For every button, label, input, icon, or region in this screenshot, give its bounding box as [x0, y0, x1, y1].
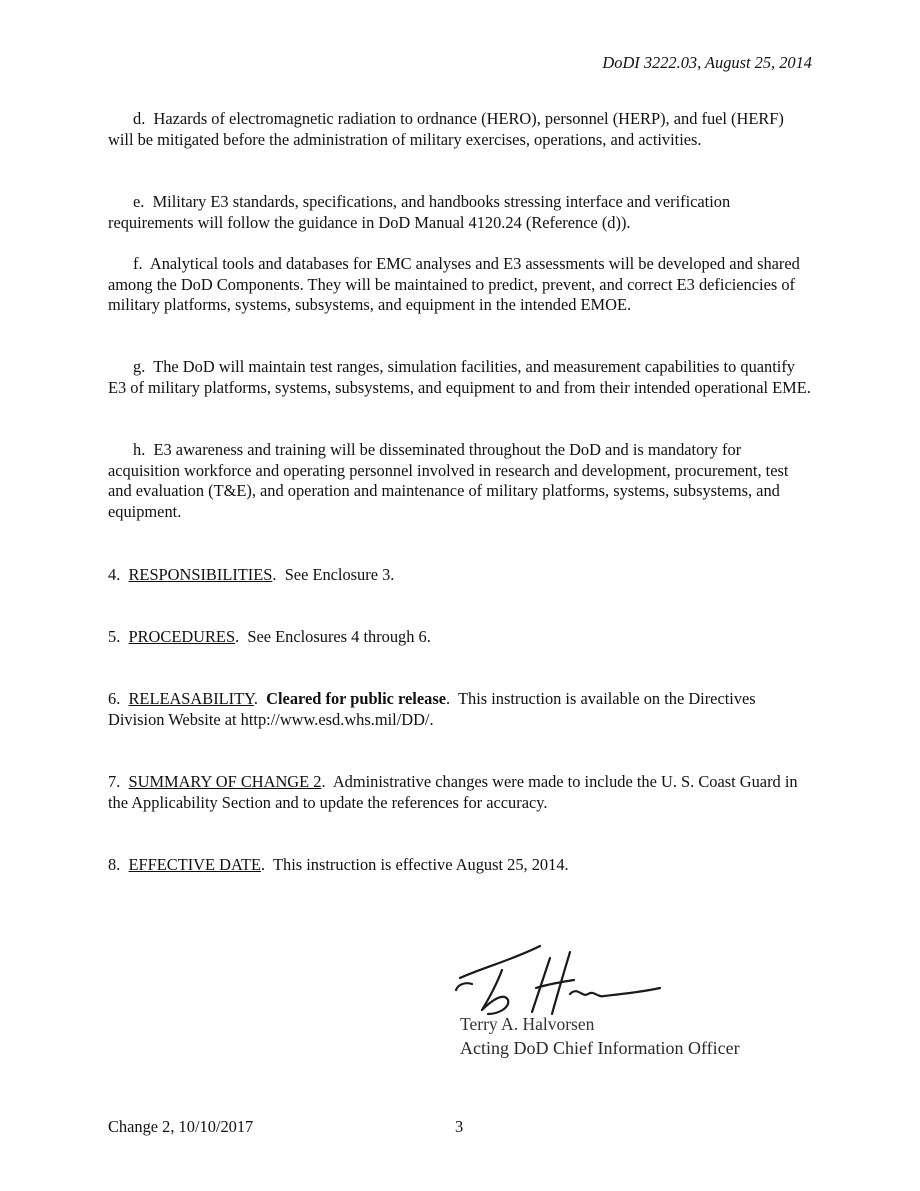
- section-heading-summary-of-change: SUMMARY OF CHANGE 2: [128, 772, 322, 791]
- section-bold-text: Cleared for public release: [266, 689, 446, 708]
- paragraph-label: d.: [133, 109, 146, 128]
- header-doc-id: DoDI 3222.03, August 25, 2014: [602, 53, 812, 72]
- paragraph-label: f.: [133, 254, 143, 273]
- paragraph-text: The DoD will maintain test ranges, simulation facilities, and measurement capabilities to quantify E3 of military platforms, systems, subsystems, and equipment to and from their intended operational EME.: [108, 357, 811, 397]
- paragraph-g: [108, 357, 813, 398]
- section-number: 7.: [108, 772, 121, 791]
- section-number: 5.: [108, 627, 121, 646]
- paragraph-label: e.: [133, 192, 145, 211]
- section-heading-releasability: RELEASABILITY: [128, 689, 254, 708]
- section-4: 4. RESPONSIBILITIES. See Enclosure 3.: [108, 565, 395, 584]
- paragraph-f: [108, 254, 813, 316]
- section-number: 4.: [108, 565, 121, 584]
- paragraph-h: [108, 440, 813, 522]
- section-6: 6. RELEASABILITY. Cleared for public release. This instruction is available on the Directives Division Website at http://www.esd.whs.mil/DD/.: [108, 689, 756, 729]
- section-heading-procedures: PROCEDURES: [128, 627, 236, 646]
- section-number: 8.: [108, 855, 121, 874]
- paragraph-e: [108, 192, 813, 233]
- footer-change: Change 2, 10/10/2017: [108, 1117, 254, 1136]
- section-7: 7. SUMMARY OF CHANGE 2. Administrative changes were made to include the U. S. Coast Guard in the Applicability Section and to update the references for accuracy.: [108, 772, 798, 812]
- paragraph-text: E3 awareness and training will be disseminated throughout the DoD and is mandatory for acquisition workforce and operating personnel involved in research and development, procurement, test and evaluation (T&E), and operation and maintenance of military platforms, systems, subsystems, and equipment.: [108, 440, 789, 521]
- signatory-title: Acting DoD Chief Information Officer: [460, 1038, 740, 1058]
- section-text: See Enclosure 3.: [284, 565, 395, 584]
- paragraph-text: Analytical tools and databases for EMC analyses and E3 assessments will be developed and shared among the DoD Components. They will be maintained to predict, prevent, and correct E3 deficiencies of military platforms, systems, subsystems, and equipment in the intended EMOE.: [108, 254, 800, 315]
- section-text: Administrative changes were made to include the U. S. Coast Guard in the Applicability Section and to update the references for accuracy.: [108, 772, 798, 812]
- section-number: 6.: [108, 689, 121, 708]
- section-8: 8. EFFECTIVE DATE. This instruction is effective August 25, 2014.: [108, 855, 569, 874]
- paragraph-label: h.: [133, 440, 146, 459]
- footer-page-number: 3: [455, 1117, 464, 1136]
- paragraph-text: Military E3 standards, specifications, and handbooks stressing interface and verification requirements will follow the guidance in DoD Manual 4120.24 (Reference (d)).: [108, 192, 731, 232]
- signatory-name: Terry A. Halvorsen: [460, 1014, 595, 1034]
- section-heading-effective-date: EFFECTIVE DATE: [128, 855, 261, 874]
- signature-block: [452, 938, 792, 1068]
- section-text: See Enclosures 4 through 6.: [247, 627, 431, 646]
- paragraph-text: Hazards of electromagnetic radiation to ordnance (HERO), personnel (HERP), and fuel (HERF) will be mitigated before the administration of military exercises, operations, and activities.: [108, 109, 784, 149]
- section-text: This instruction is effective August 25, 2014.: [273, 855, 569, 874]
- section-text: This instruction is available on the Directives Division Website at http://www.esd.whs.mil/DD/.: [108, 689, 756, 729]
- paragraph-label: g.: [133, 357, 146, 376]
- section-5: 5. PROCEDURES. See Enclosures 4 through 6.: [108, 627, 431, 646]
- section-heading-responsibilities: RESPONSIBILITIES: [128, 565, 273, 584]
- paragraph-d: [108, 109, 813, 150]
